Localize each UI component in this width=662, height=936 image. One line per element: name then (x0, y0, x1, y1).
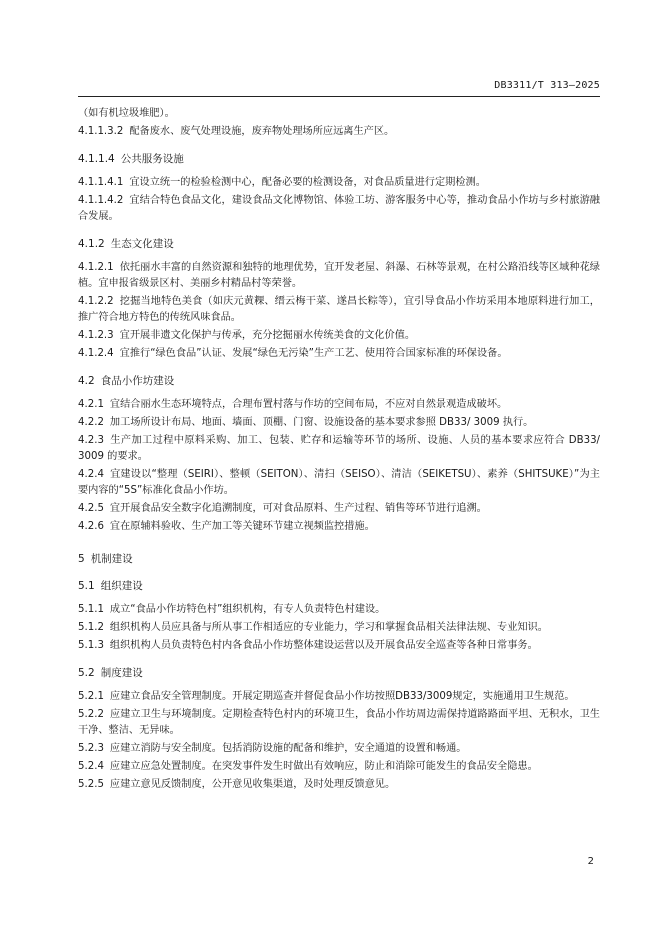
paragraph (78, 124, 600, 140)
paragraph (78, 260, 600, 292)
clause-text: 应建立食品安全管理制度。开展定期巡查并督促食品小作坊按照DB33/3009规定，实施通用卫生规范。 (109, 691, 575, 702)
clause-number: 4.1.2 (78, 238, 105, 250)
paragraph (78, 519, 600, 535)
clause-text: 配备废水、废气处理设施，废弃物处理场所应远离生产区。 (129, 126, 395, 137)
clause-text: 生态文化建设 (110, 238, 174, 250)
clause-number: 4.1.1.4.2 (78, 195, 124, 206)
paragraph (78, 707, 600, 739)
paragraph (78, 467, 600, 499)
paragraph (78, 741, 600, 757)
clause-number: 5.2.4 (78, 761, 104, 772)
section-heading (78, 665, 600, 681)
clause-text: 宜结合特色食品文化，建设食品文化博物馆、体验工坊、游客服务中心等，推动食品小作坊与乡村旅游融合发展。 (78, 195, 600, 222)
section-heading (78, 151, 600, 167)
page-number: 2 (587, 856, 594, 867)
clause-text: 宜推行“绿色食品”认证、发展“绿色无污染”生产工艺、使用符合国家标准的环保设备。 (119, 348, 508, 359)
clause-number: 5.1.1 (78, 604, 104, 615)
clause-number: 4.1.2.2 (78, 296, 114, 307)
clause-text: 应建立卫生与环境制度。定期检查特色村内的环境卫生，食品小作坊周边需保持道路路面平坦、无积水，卫生干净、整洁、无异味。 (78, 709, 600, 736)
clause-text: 成立“食品小作坊特色村”组织机构，有专人负责特色村建设。 (109, 604, 386, 615)
clause-text: 宜结合丽水生态环境特点，合理布置村落与作坊的空间布局，不应对自然景观造成破坏。 (109, 399, 508, 410)
paragraph (78, 175, 600, 191)
clause-number: 4.2.4 (78, 469, 104, 480)
clause-number: 5.1.3 (78, 640, 104, 651)
paragraph (78, 346, 600, 362)
section-heading (78, 373, 600, 389)
paragraph (78, 602, 600, 618)
clause-text: 食品小作坊建设 (100, 375, 175, 387)
paragraph (78, 689, 600, 705)
paragraph (78, 397, 600, 413)
clause-number: 4.2.5 (78, 503, 104, 514)
paragraph (78, 620, 600, 636)
clause-text: 制度建设 (100, 667, 143, 679)
clause-text: （如有机垃圾堆肥）。 (78, 108, 175, 119)
clause-number: 5.1 (78, 580, 95, 592)
clause-text: 宜设立统一的检验检测中心，配备必要的检测设备，对食品质量进行定期检测。 (129, 177, 486, 188)
clause-number: 4.1.2.1 (78, 262, 114, 273)
clause-number: 5.2.5 (78, 779, 104, 790)
clause-number: 5.2.3 (78, 743, 104, 754)
clause-text: 组织机构人员负责特色村内各食品小作坊整体建设运营以及开展食品安全巡查等各种日常事务。 (109, 640, 538, 651)
clause-number: 5.2.2 (78, 709, 104, 720)
chapter-heading (78, 551, 600, 567)
paragraph (78, 106, 600, 122)
header-rule (78, 96, 600, 97)
paragraph (78, 759, 600, 775)
paragraph (78, 501, 600, 517)
clause-text: 宜建设以“整理（SEIRI）、整顿（SEITON）、清扫（SEISO）、清洁（SEIKETSU）、素养（SHITSUKE）”为主要内容的“5S”标准化食品小作坊。 (78, 469, 600, 496)
clause-number: 5.1.2 (78, 622, 104, 633)
clause-text: 宜开展食品安全数字化追溯制度，可对食品原料、生产过程、销售等环节进行追溯。 (109, 503, 487, 514)
clause-text: 公共服务设施 (120, 153, 184, 165)
clause-number: 4.2.3 (78, 435, 104, 446)
clause-number: 4.1.1.4 (78, 153, 115, 165)
paragraph (78, 638, 600, 654)
paragraph (78, 193, 600, 225)
clause-number: 4.2 (78, 375, 95, 387)
paragraph (78, 294, 600, 326)
clause-text: 组织建设 (100, 580, 143, 592)
clause-text: 机制建设 (90, 553, 133, 565)
clause-text: 应建立应急处置制度。在突发事件发生时做出有效响应，防止和消除可能发生的食品安全隐患。 (109, 761, 538, 772)
clause-text: 加工场所设计布局、地面、墙面、顶棚、门窗、设施设备的基本要求参照 DB33/ 3009 执行。 (109, 417, 534, 428)
clause-number: 4.1.1.3.2 (78, 126, 124, 137)
clause-number: 4.2.6 (78, 521, 104, 532)
paragraph (78, 328, 600, 344)
clause-number: 5 (78, 553, 85, 565)
clause-number: 4.1.1.4.1 (78, 177, 124, 188)
clause-text: 应建立消防与安全制度。包括消防设施的配备和维护，安全通道的设置和畅通。 (109, 743, 467, 754)
clause-text: 组织机构人员应具备与所从事工作相适应的专业能力，学习和掌握食品相关法律法规、专业知识。 (109, 622, 548, 633)
paragraph (78, 433, 600, 465)
paragraph (78, 415, 600, 431)
clause-number: 4.2.1 (78, 399, 104, 410)
clause-number: 5.2.1 (78, 691, 104, 702)
clause-number: 4.1.2.3 (78, 330, 114, 341)
paragraph (78, 777, 600, 793)
clause-text: 依托丽水丰富的自然资源和独特的地理优势，宜开发老屋、斜瀑、石林等景观，在村公路沿线等区域种花绿植。宜申报省级景区村、美丽乡村精品村等荣誉。 (78, 262, 600, 289)
document-id: DB3311/T 313—2025 (494, 80, 600, 91)
clause-text: 生产加工过程中原料采购、加工、包装、贮存和运输等环节的场所、设施、人员的基本要求应符合 DB33/ 3009 的要求。 (78, 435, 600, 462)
clause-text: 宜开展非遗文化保护与传承，充分挖掘丽水传统美食的文化价值。 (119, 330, 416, 341)
section-heading (78, 236, 600, 252)
clause-number: 4.2.2 (78, 417, 104, 428)
clause-text: 宜在原辅料验收、生产加工等关键环节建立视频监控措施。 (109, 521, 375, 532)
document-body (78, 106, 600, 795)
clause-text: 挖掘当地特色美食（如庆元黄粿、缙云梅干菜、遂昌长粽等），宜引导食品小作坊采用本地原料进行加工，推广符合地方特色的传统风味食品。 (78, 296, 600, 323)
section-heading (78, 578, 600, 594)
clause-number: 4.1.2.4 (78, 348, 114, 359)
clause-number: 5.2 (78, 667, 95, 679)
clause-text: 应建立意见反馈制度，公开意见收集渠道，及时处理反馈意见。 (109, 779, 396, 790)
